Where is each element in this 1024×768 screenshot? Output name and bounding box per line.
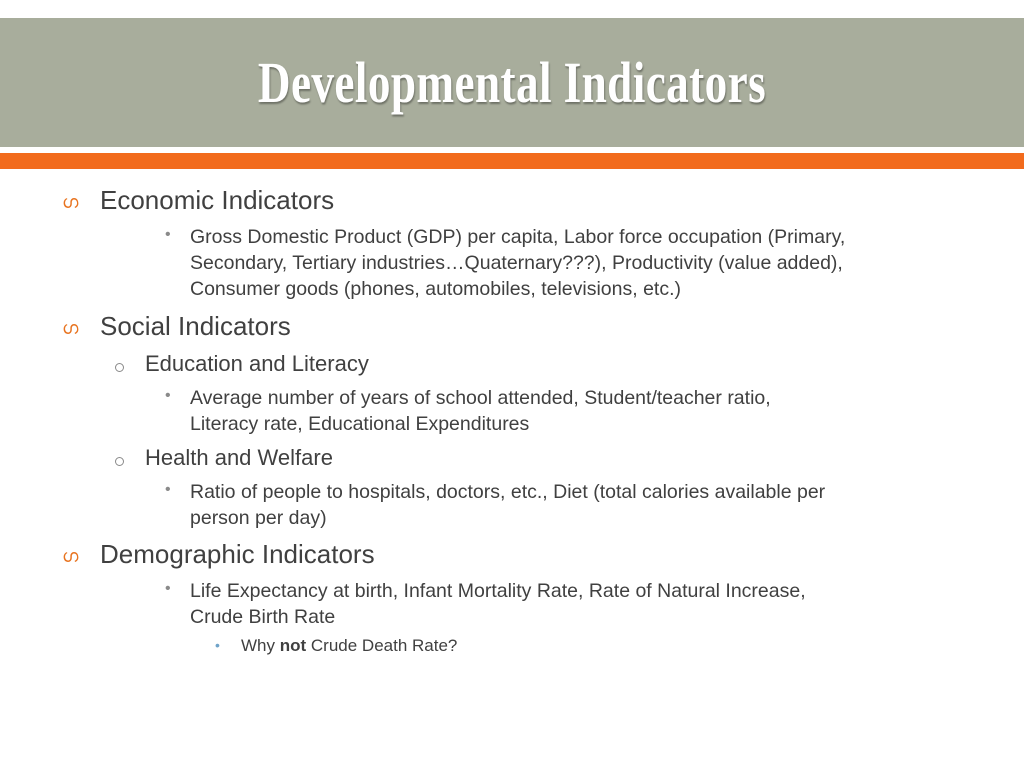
question-emphasis: not: [279, 636, 307, 655]
education-detail-line-1: Average number of years of school attended, Student/teacher ratio,: [190, 387, 771, 409]
demographic-question: [241, 636, 457, 656]
circle-bullet-icon: [115, 457, 124, 466]
dot-bullet-icon: •: [165, 387, 171, 404]
social-heading: Social Indicators: [100, 311, 291, 341]
education-heading: Education and Literacy: [145, 351, 369, 376]
health-heading: Health and Welfare: [145, 445, 333, 470]
slide-title: Developmental Indicators: [257, 50, 767, 115]
question-prefix: Why: [241, 636, 280, 655]
curl-bullet-icon: ഗ: [62, 318, 79, 338]
circle-bullet-icon: [115, 363, 124, 372]
dot-bullet-icon: •: [215, 637, 220, 653]
economic-detail-line-3: Consumer goods (phones, automobiles, televisions, etc.): [190, 278, 682, 300]
curl-bullet-icon: ഗ: [62, 192, 79, 212]
curl-bullet-icon: ഗ: [62, 546, 79, 566]
economic-detail-line-1: Gross Domestic Product (GDP) per capita, Labor force occupation (Primary,: [190, 226, 846, 248]
dot-bullet-icon: •: [165, 481, 171, 498]
question-suffix: Crude Death Rate?: [306, 636, 458, 655]
economic-detail-line-2: Secondary, Tertiary industries…Quaternary???), Productivity (value added),: [190, 252, 843, 274]
demographic-detail-line-2: Crude Birth Rate: [190, 606, 336, 628]
health-detail-line-2: person per day): [190, 507, 327, 529]
demographic-heading: Demographic Indicators: [100, 539, 375, 569]
economic-heading: Economic Indicators: [100, 185, 335, 215]
dot-bullet-icon: •: [165, 226, 171, 243]
demographic-detail-line-1: Life Expectancy at birth, Infant Mortality Rate, Rate of Natural Increase,: [190, 580, 806, 602]
health-detail-line-1: Ratio of people to hospitals, doctors, etc., Diet (total calories available per: [190, 481, 826, 503]
dot-bullet-icon: •: [165, 580, 171, 597]
education-detail-line-2: Literacy rate, Educational Expenditures: [190, 413, 530, 435]
